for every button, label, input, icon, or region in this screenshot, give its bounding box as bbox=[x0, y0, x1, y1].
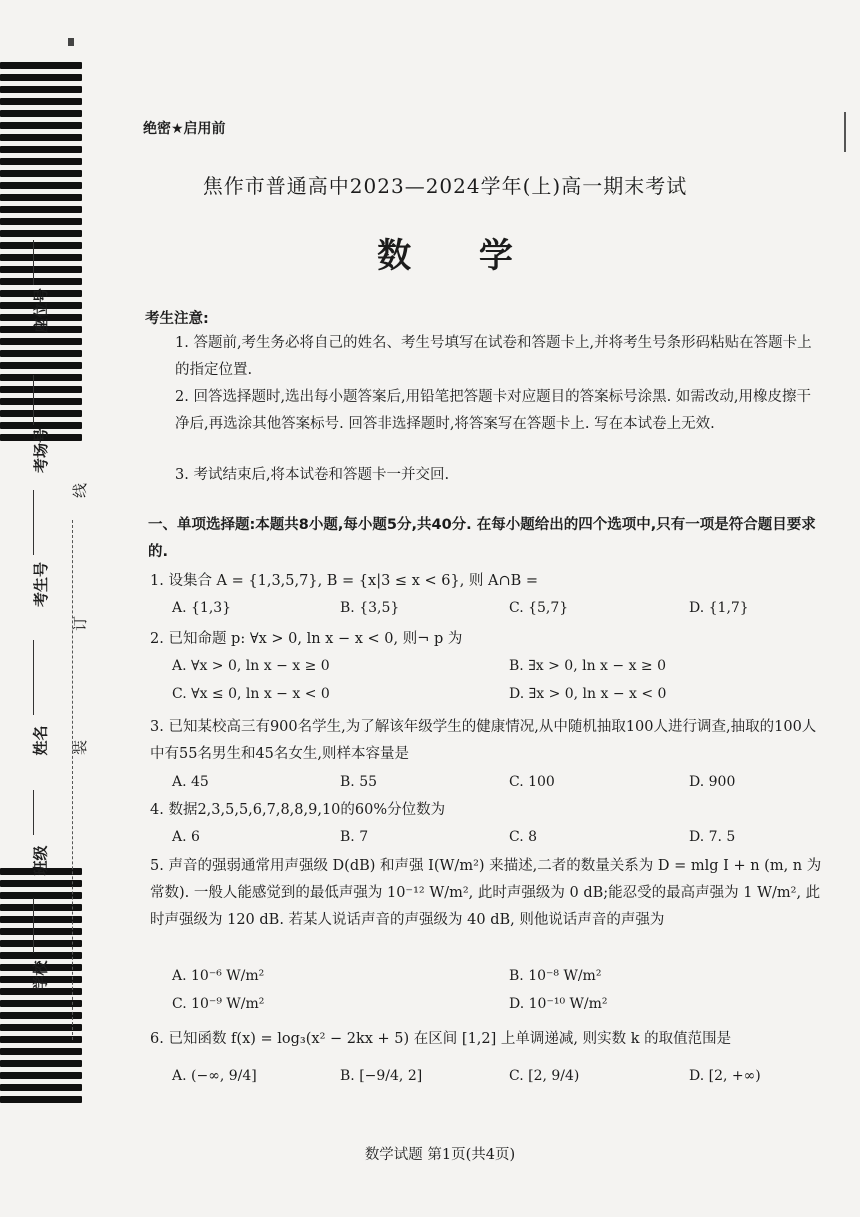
notice-item-2: 2. 回答选择题时,选出每小题答案后,用铅笔把答题卡对应题目的答案标号涂黑. 如需改动,用橡皮擦干净后,再选涂其他答案标号. 回答非选择题时,将答案写在答题卡上. 写在本试卷上无效. bbox=[175, 389, 811, 432]
notice-item-1: 1. 答题前,考生务必将自己的姓名、考生号填写在试卷和答题卡上,并将考生号条形码粘贴在答题卡上的指定位置. bbox=[175, 335, 812, 378]
option-b[interactable]: B. ∃x > 0, ln x − x ≥ 0 bbox=[509, 658, 667, 674]
option-a[interactable]: A. {1,3} bbox=[172, 600, 232, 616]
option-c[interactable]: C. [2, 9/4) bbox=[509, 1068, 580, 1084]
class-blank[interactable] bbox=[33, 790, 34, 835]
exam-room-blank[interactable] bbox=[33, 375, 34, 425]
option-d[interactable]: D. [2, +∞) bbox=[689, 1068, 761, 1084]
option-b[interactable]: B. {3,5} bbox=[340, 600, 400, 616]
option-a[interactable]: A. (−∞, 9/4] bbox=[172, 1068, 257, 1084]
option-c[interactable]: C. ∀x ≤ 0, ln x − x < 0 bbox=[172, 686, 330, 702]
school-label: 学校 bbox=[31, 960, 50, 991]
binding-char-zhuang: 装 bbox=[71, 739, 90, 756]
class-label: 班级 bbox=[31, 845, 50, 876]
question-3-stem: 3. 已知某校高三有900名学生,为了解该年级学生的健康情况,从中随机抽取100人进行调查,抽取的100人中有55名男生和45名女生,则样本容量是 bbox=[150, 719, 817, 762]
school-blank[interactable] bbox=[33, 898, 34, 953]
option-a[interactable]: A. 45 bbox=[172, 774, 209, 790]
confidential-mark: 绝密★启用前 bbox=[143, 121, 226, 137]
question-2-options-row1 bbox=[172, 658, 812, 680]
question-5-options-row1 bbox=[172, 968, 812, 990]
binding-dashed-line bbox=[72, 520, 73, 1040]
seat-number-label: 座位号 bbox=[32, 287, 51, 334]
question-3-options bbox=[172, 774, 812, 796]
option-c[interactable]: C. 100 bbox=[509, 774, 555, 790]
option-c[interactable]: C. 8 bbox=[509, 829, 538, 845]
edge-mark bbox=[844, 112, 846, 152]
section-heading: 一、单项选择题:本题共8小题,每小题5分,共40分. 在每小题给出的四个选项中,只有一项是符合题目要求的. bbox=[148, 517, 816, 560]
name-blank[interactable] bbox=[33, 640, 34, 715]
binding-char-line: 线 bbox=[71, 482, 90, 499]
notice-heading: 考生注意: bbox=[145, 311, 209, 327]
option-b[interactable]: B. 10⁻⁸ W/m² bbox=[509, 968, 602, 984]
question-4-options bbox=[172, 829, 812, 851]
question-6-options bbox=[172, 1068, 812, 1090]
question-6-stem: 6. 已知函数 f(x) = log₃(x² − 2kx + 5) 在区间 [1,2] 上单调递减, 则实数 k 的取值范围是 bbox=[150, 1031, 732, 1047]
page-footer: 数学试题 第1页(共4页) bbox=[364, 1147, 516, 1163]
subject-title: 数 学 bbox=[377, 236, 541, 276]
exam-title: 焦作市普通高中2023—2024学年(上)高一期末考试 bbox=[202, 174, 688, 198]
option-d[interactable]: D. ∃x > 0, ln x − x < 0 bbox=[509, 686, 667, 702]
option-c[interactable]: C. {5,7} bbox=[509, 600, 569, 616]
question-4-stem: 4. 数据2,3,5,5,6,7,8,8,9,10的60%分位数为 bbox=[150, 802, 446, 818]
option-d[interactable]: D. 7. 5 bbox=[689, 829, 736, 845]
option-a[interactable]: A. 6 bbox=[172, 829, 200, 845]
option-d[interactable]: D. {1,7} bbox=[689, 600, 749, 616]
option-a[interactable]: A. ∀x > 0, ln x − x ≥ 0 bbox=[172, 658, 330, 674]
notice-item-3: 3. 考试结束后,将本试卷和答题卡一并交回. bbox=[175, 467, 450, 483]
scan-mark bbox=[68, 38, 74, 46]
question-5-options-row2 bbox=[172, 996, 812, 1018]
question-2-options-row2 bbox=[172, 686, 812, 708]
question-1-stem: 1. 设集合 A = {1,3,5,7}, B = {x|3 ≤ x < 6}, 则 A∩B = bbox=[150, 573, 539, 589]
option-b[interactable]: B. 55 bbox=[340, 774, 378, 790]
student-number-label: 考生号 bbox=[32, 561, 51, 608]
student-number-blank[interactable] bbox=[33, 490, 34, 555]
question-2-stem: 2. 已知命题 p: ∀x > 0, ln x − x < 0, 则¬ p 为 bbox=[150, 631, 463, 647]
name-label: 姓名 bbox=[31, 725, 50, 756]
question-1-options bbox=[172, 600, 812, 622]
exam-room-label: 考场号 bbox=[32, 427, 51, 474]
option-a[interactable]: A. 10⁻⁶ W/m² bbox=[172, 968, 265, 984]
option-c[interactable]: C. 10⁻⁹ W/m² bbox=[172, 996, 265, 1012]
question-5-stem: 5. 声音的强弱通常用声强级 D(dB) 和声强 I(W/m²) 来描述,二者的数量关系为 D = mlg I + n (m, n 为常数). 一般人能感觉到的最低声强为 10⁻¹² W/m², 此时声强级为 0 dB;能忍受的最高声强为 1 W/m², 此时声强级为 120 dB. 若某人说话声音的声强级为 40 dB, 则他说话声音的声强为 bbox=[150, 858, 822, 928]
option-d[interactable]: D. 900 bbox=[689, 774, 736, 790]
option-b[interactable]: B. 7 bbox=[340, 829, 369, 845]
binding-char-ding: 订 bbox=[71, 615, 90, 632]
option-b[interactable]: B. [−9/4, 2] bbox=[340, 1068, 423, 1084]
option-d[interactable]: D. 10⁻¹⁰ W/m² bbox=[509, 996, 608, 1012]
